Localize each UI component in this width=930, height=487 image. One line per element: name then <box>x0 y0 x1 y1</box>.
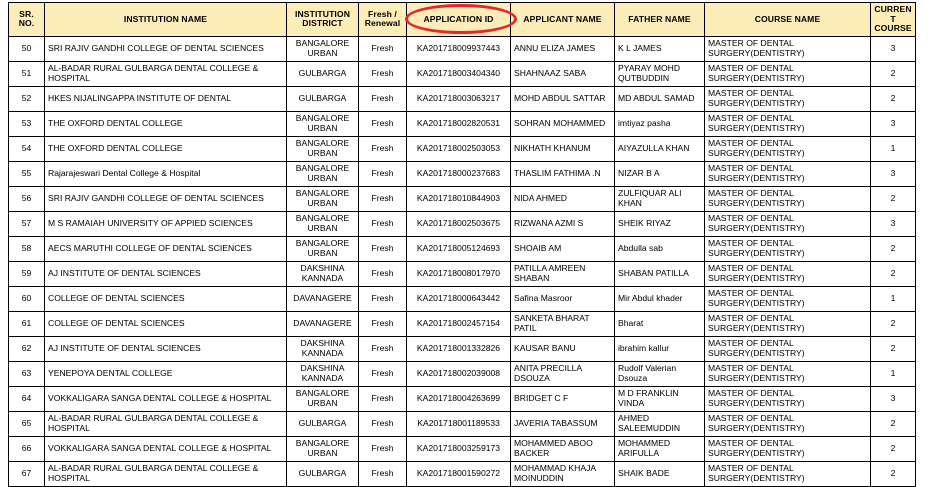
cell-application-id[interactable]: KA201718001590272 <box>407 461 511 486</box>
cell-fresh-renewal[interactable]: Fresh <box>359 211 407 236</box>
cell-application-id[interactable]: KA201718010844903 <box>407 186 511 211</box>
cell-current-course[interactable]: 2 <box>871 61 916 86</box>
cell-application-id[interactable]: KA201718002457154 <box>407 311 511 336</box>
cell-applicant-name[interactable]: KAUSAR BANU <box>511 336 615 361</box>
cell-institution-name[interactable]: M S RAMAIAH UNIVERSITY OF APPIED SCIENCES <box>45 211 287 236</box>
cell-institution-name[interactable]: SRI RAJIV GANDHI COLLEGE OF DENTAL SCIENCES <box>45 36 287 61</box>
column-header-application-id[interactable]: APPLICATION ID <box>407 3 511 37</box>
cell-application-id[interactable]: KA201718002039008 <box>407 361 511 386</box>
cell-application-id[interactable]: KA201718001332826 <box>407 336 511 361</box>
cell-current-course[interactable]: 1 <box>871 361 916 386</box>
cell-institution-district[interactable]: GULBARGA <box>287 411 359 436</box>
cell-fresh-renewal[interactable]: Fresh <box>359 161 407 186</box>
cell-sr-no[interactable]: 63 <box>9 361 45 386</box>
header-row <box>9 3 916 37</box>
cell-institution-name[interactable]: AL-BADAR RURAL GULBARGA DENTAL COLLEGE & HOSPITAL <box>45 461 287 486</box>
cell-applicant-name[interactable]: NIKHATH KHANUM <box>511 136 615 161</box>
cell-current-course[interactable]: 2 <box>871 186 916 211</box>
cell-father-name[interactable]: SHAIK BADE <box>615 461 705 486</box>
cell-institution-district[interactable]: DAKSHINA KANNADA <box>287 261 359 286</box>
cell-institution-name[interactable]: THE OXFORD DENTAL COLLEGE <box>45 136 287 161</box>
cell-applicant-name[interactable]: ANNU ELIZA JAMES <box>511 36 615 61</box>
cell-application-id[interactable]: KA201718003063217 <box>407 86 511 111</box>
cell-fresh-renewal[interactable]: Fresh <box>359 311 407 336</box>
cell-course-name[interactable]: MASTER OF DENTAL SURGERY(DENTISTRY) <box>705 286 871 311</box>
cell-applicant-name[interactable]: SOHRAN MOHAMMED <box>511 111 615 136</box>
cell-sr-no[interactable]: 60 <box>9 286 45 311</box>
cell-fresh-renewal[interactable]: Fresh <box>359 186 407 211</box>
cell-father-name[interactable]: imtiyaz pasha <box>615 111 705 136</box>
table-row[interactable] <box>9 161 916 186</box>
cell-institution-name[interactable]: SRI RAJIV GANDHI COLLEGE OF DENTAL SCIENCES <box>45 186 287 211</box>
column-header-current-course[interactable]: CURRENT COURSE <box>871 3 916 37</box>
cell-application-id[interactable]: KA201718001189533 <box>407 411 511 436</box>
cell-institution-district[interactable]: DAVANAGERE <box>287 286 359 311</box>
cell-institution-district[interactable]: DAKSHINA KANNADA <box>287 361 359 386</box>
cell-institution-name[interactable]: AECS MARUTHI COLLEGE OF DENTAL SCIENCES <box>45 236 287 261</box>
cell-applicant-name[interactable]: BRIDGET C F <box>511 386 615 411</box>
cell-sr-no[interactable]: 56 <box>9 186 45 211</box>
table-row[interactable] <box>9 36 916 61</box>
cell-fresh-renewal[interactable]: Fresh <box>359 111 407 136</box>
cell-fresh-renewal[interactable]: Fresh <box>359 436 407 461</box>
table-row[interactable] <box>9 286 916 311</box>
cell-sr-no[interactable]: 59 <box>9 261 45 286</box>
cell-course-name[interactable]: MASTER OF DENTAL SURGERY(DENTISTRY) <box>705 461 871 486</box>
cell-institution-district[interactable]: BANGALORE URBAN <box>287 186 359 211</box>
cell-father-name[interactable]: Abdulla sab <box>615 236 705 261</box>
cell-institution-name[interactable]: AJ INSTITUTE OF DENTAL SCIENCES <box>45 336 287 361</box>
cell-sr-no[interactable]: 55 <box>9 161 45 186</box>
cell-institution-district[interactable]: GULBARGA <box>287 461 359 486</box>
cell-fresh-renewal[interactable]: Fresh <box>359 386 407 411</box>
cell-course-name[interactable]: MASTER OF DENTAL SURGERY(DENTISTRY) <box>705 261 871 286</box>
cell-institution-district[interactable]: DAVANAGERE <box>287 311 359 336</box>
cell-course-name[interactable]: MASTER OF DENTAL SURGERY(DENTISTRY) <box>705 111 871 136</box>
table-row[interactable] <box>9 336 916 361</box>
cell-current-course[interactable]: 2 <box>871 311 916 336</box>
table-row[interactable] <box>9 111 916 136</box>
cell-institution-district[interactable]: GULBARGA <box>287 86 359 111</box>
cell-application-id[interactable]: KA201718002820531 <box>407 111 511 136</box>
cell-institution-district[interactable]: BANGALORE URBAN <box>287 111 359 136</box>
applications-table <box>8 2 916 487</box>
cell-father-name[interactable]: Rudolf Valerian Dsouza <box>615 361 705 386</box>
cell-current-course[interactable]: 3 <box>871 211 916 236</box>
cell-applicant-name[interactable]: SHOAIB AM <box>511 236 615 261</box>
cell-sr-no[interactable]: 54 <box>9 136 45 161</box>
table-body <box>9 36 916 486</box>
column-header-father-name[interactable]: FATHER NAME <box>615 3 705 37</box>
cell-institution-name[interactable]: VOKKALIGARA SANGA DENTAL COLLEGE & HOSPITAL <box>45 436 287 461</box>
cell-father-name[interactable]: MOHAMMED ARIFULLA <box>615 436 705 461</box>
table-row[interactable] <box>9 186 916 211</box>
cell-sr-no[interactable]: 57 <box>9 211 45 236</box>
cell-institution-district[interactable]: BANGALORE URBAN <box>287 386 359 411</box>
cell-course-name[interactable]: MASTER OF DENTAL SURGERY(DENTISTRY) <box>705 336 871 361</box>
cell-current-course[interactable]: 3 <box>871 386 916 411</box>
cell-current-course[interactable]: 1 <box>871 136 916 161</box>
table-row[interactable] <box>9 461 916 486</box>
cell-institution-name[interactable]: THE OXFORD DENTAL COLLEGE <box>45 111 287 136</box>
cell-fresh-renewal[interactable]: Fresh <box>359 86 407 111</box>
cell-application-id[interactable]: KA201718002503675 <box>407 211 511 236</box>
cell-father-name[interactable]: AHMED SALEEMUDDIN <box>615 411 705 436</box>
cell-institution-name[interactable]: AL-BADAR RURAL GULBARGA DENTAL COLLEGE & HOSPITAL <box>45 61 287 86</box>
cell-course-name[interactable]: MASTER OF DENTAL SURGERY(DENTISTRY) <box>705 236 871 261</box>
cell-institution-district[interactable]: BANGALORE URBAN <box>287 211 359 236</box>
column-header-course-name[interactable]: COURSE NAME <box>705 3 871 37</box>
table-row[interactable] <box>9 136 916 161</box>
cell-institution-district[interactable]: GULBARGA <box>287 61 359 86</box>
cell-father-name[interactable]: ZULFIQUAR ALI KHAN <box>615 186 705 211</box>
cell-father-name[interactable]: MD ABDUL SAMAD <box>615 86 705 111</box>
cell-course-name[interactable]: MASTER OF DENTAL SURGERY(DENTISTRY) <box>705 86 871 111</box>
spreadsheet-sheet <box>0 2 930 483</box>
table-row[interactable] <box>9 311 916 336</box>
cell-institution-name[interactable]: AJ INSTITUTE OF DENTAL SCIENCES <box>45 261 287 286</box>
column-header-applicant-name[interactable]: APPLICANT NAME <box>511 3 615 37</box>
cell-institution-district[interactable]: DAKSHINA KANNADA <box>287 336 359 361</box>
cell-course-name[interactable]: MASTER OF DENTAL SURGERY(DENTISTRY) <box>705 386 871 411</box>
cell-father-name[interactable]: SHEIK RIYAZ <box>615 211 705 236</box>
cell-fresh-renewal[interactable]: Fresh <box>359 236 407 261</box>
cell-fresh-renewal[interactable]: Fresh <box>359 411 407 436</box>
cell-current-course[interactable]: 2 <box>871 261 916 286</box>
cell-course-name[interactable]: MASTER OF DENTAL SURGERY(DENTISTRY) <box>705 436 871 461</box>
cell-applicant-name[interactable]: Safina Masroor <box>511 286 615 311</box>
cell-sr-no[interactable]: 65 <box>9 411 45 436</box>
column-header-institution-district[interactable]: INSTITUTION DISTRICT <box>287 3 359 37</box>
cell-current-course[interactable]: 3 <box>871 36 916 61</box>
cell-course-name[interactable]: MASTER OF DENTAL SURGERY(DENTISTRY) <box>705 311 871 336</box>
cell-father-name[interactable]: PYARAY MOHD QUTBUDDIN <box>615 61 705 86</box>
table-row[interactable] <box>9 236 916 261</box>
table-row[interactable] <box>9 386 916 411</box>
cell-father-name[interactable]: NIZAR B A <box>615 161 705 186</box>
table-row[interactable] <box>9 61 916 86</box>
cell-father-name[interactable]: AIYAZULLA KHAN <box>615 136 705 161</box>
cell-application-id[interactable]: KA201718003259173 <box>407 436 511 461</box>
cell-applicant-name[interactable]: SHAHNAAZ SABA <box>511 61 615 86</box>
cell-sr-no[interactable]: 67 <box>9 461 45 486</box>
cell-course-name[interactable]: MASTER OF DENTAL SURGERY(DENTISTRY) <box>705 361 871 386</box>
cell-course-name[interactable]: MASTER OF DENTAL SURGERY(DENTISTRY) <box>705 136 871 161</box>
cell-institution-name[interactable]: COLLEGE OF DENTAL SCIENCES <box>45 286 287 311</box>
cell-institution-district[interactable]: BANGALORE URBAN <box>287 436 359 461</box>
cell-father-name[interactable]: SHABAN PATILLA <box>615 261 705 286</box>
cell-fresh-renewal[interactable]: Fresh <box>359 61 407 86</box>
cell-current-course[interactable]: 2 <box>871 411 916 436</box>
cell-current-course[interactable]: 3 <box>871 111 916 136</box>
cell-course-name[interactable]: MASTER OF DENTAL SURGERY(DENTISTRY) <box>705 61 871 86</box>
cell-father-name[interactable]: ibrahim kallur <box>615 336 705 361</box>
cell-course-name[interactable]: MASTER OF DENTAL SURGERY(DENTISTRY) <box>705 411 871 436</box>
cell-application-id[interactable]: KA201718000643442 <box>407 286 511 311</box>
cell-sr-no[interactable]: 53 <box>9 111 45 136</box>
table-header <box>9 3 916 37</box>
cell-current-course[interactable]: 2 <box>871 86 916 111</box>
cell-course-name[interactable]: MASTER OF DENTAL SURGERY(DENTISTRY) <box>705 186 871 211</box>
table-row[interactable] <box>9 261 916 286</box>
cell-fresh-renewal[interactable]: Fresh <box>359 136 407 161</box>
cell-current-course[interactable]: 2 <box>871 336 916 361</box>
cell-applicant-name[interactable]: ANITA PRECILLA DSOUZA <box>511 361 615 386</box>
cell-sr-no[interactable]: 62 <box>9 336 45 361</box>
cell-applicant-name[interactable]: NIDA AHMED <box>511 186 615 211</box>
cell-applicant-name[interactable]: JAVERIA TABASSUM <box>511 411 615 436</box>
cell-institution-name[interactable]: YENEPOYA DENTAL COLLEGE <box>45 361 287 386</box>
cell-course-name[interactable]: MASTER OF DENTAL SURGERY(DENTISTRY) <box>705 36 871 61</box>
cell-current-course[interactable]: 2 <box>871 461 916 486</box>
cell-institution-name[interactable]: VOKKALIGARA SANGA DENTAL COLLEGE & HOSPITAL <box>45 386 287 411</box>
column-header-fresh-renewal[interactable]: Fresh / Renewal <box>359 3 407 37</box>
cell-institution-name[interactable]: Rajarajeswari Dental College & Hospital <box>45 161 287 186</box>
cell-application-id[interactable]: KA201718004263699 <box>407 386 511 411</box>
cell-institution-district[interactable]: BANGALORE URBAN <box>287 236 359 261</box>
cell-current-course[interactable]: 2 <box>871 436 916 461</box>
cell-fresh-renewal[interactable]: Fresh <box>359 261 407 286</box>
table-row[interactable] <box>9 436 916 461</box>
cell-fresh-renewal[interactable]: Fresh <box>359 361 407 386</box>
cell-applicant-name[interactable]: MOHAMMAD KHAJA MOINUDDIN <box>511 461 615 486</box>
cell-applicant-name[interactable]: SANKETA BHARAT PATIL <box>511 311 615 336</box>
cell-father-name[interactable]: Mir Abdul khader <box>615 286 705 311</box>
cell-institution-name[interactable]: HKES NIJALINGAPPA INSTITUTE OF DENTAL <box>45 86 287 111</box>
table-row[interactable] <box>9 86 916 111</box>
cell-sr-no[interactable]: 58 <box>9 236 45 261</box>
column-header-sr-no[interactable]: SR. NO. <box>9 3 45 37</box>
table-row[interactable] <box>9 411 916 436</box>
cell-applicant-name[interactable]: RIZWANA AZMI S <box>511 211 615 236</box>
cell-applicant-name[interactable]: MOHAMMED ABOO BACKER <box>511 436 615 461</box>
cell-application-id[interactable]: KA201718003404340 <box>407 61 511 86</box>
cell-sr-no[interactable]: 50 <box>9 36 45 61</box>
cell-sr-no[interactable]: 61 <box>9 311 45 336</box>
cell-institution-district[interactable]: BANGALORE URBAN <box>287 136 359 161</box>
cell-current-course[interactable]: 3 <box>871 161 916 186</box>
cell-course-name[interactable]: MASTER OF DENTAL SURGERY(DENTISTRY) <box>705 211 871 236</box>
cell-father-name[interactable]: M D FRANKLIN VINDA <box>615 386 705 411</box>
cell-fresh-renewal[interactable]: Fresh <box>359 36 407 61</box>
cell-applicant-name[interactable]: MOHD ABDUL SATTAR <box>511 86 615 111</box>
cell-application-id[interactable]: KA201718005124693 <box>407 236 511 261</box>
cell-course-name[interactable]: MASTER OF DENTAL SURGERY(DENTISTRY) <box>705 161 871 186</box>
cell-applicant-name[interactable]: PATILLA AMREEN SHABAN <box>511 261 615 286</box>
cell-applicant-name[interactable]: THASLIM FATHIMA .N <box>511 161 615 186</box>
cell-sr-no[interactable]: 52 <box>9 86 45 111</box>
cell-father-name[interactable]: K L JAMES <box>615 36 705 61</box>
cell-sr-no[interactable]: 64 <box>9 386 45 411</box>
cell-fresh-renewal[interactable]: Fresh <box>359 336 407 361</box>
cell-current-course[interactable]: 1 <box>871 286 916 311</box>
cell-institution-district[interactable]: BANGALORE URBAN <box>287 36 359 61</box>
cell-sr-no[interactable]: 66 <box>9 436 45 461</box>
cell-fresh-renewal[interactable]: Fresh <box>359 461 407 486</box>
cell-application-id[interactable]: KA201718000237683 <box>407 161 511 186</box>
table-row[interactable] <box>9 211 916 236</box>
cell-institution-district[interactable]: BANGALORE URBAN <box>287 161 359 186</box>
column-header-institution-name[interactable]: INSTITUTION NAME <box>45 3 287 37</box>
cell-application-id[interactable]: KA201718009937443 <box>407 36 511 61</box>
cell-current-course[interactable]: 2 <box>871 236 916 261</box>
cell-father-name[interactable]: Bharat <box>615 311 705 336</box>
cell-sr-no[interactable]: 51 <box>9 61 45 86</box>
cell-fresh-renewal[interactable]: Fresh <box>359 286 407 311</box>
cell-institution-name[interactable]: COLLEGE OF DENTAL SCIENCES <box>45 311 287 336</box>
cell-institution-name[interactable]: AL-BADAR RURAL GULBARGA DENTAL COLLEGE & HOSPITAL <box>45 411 287 436</box>
table-row[interactable] <box>9 361 916 386</box>
cell-application-id[interactable]: KA201718008017970 <box>407 261 511 286</box>
cell-application-id[interactable]: KA201718002503053 <box>407 136 511 161</box>
